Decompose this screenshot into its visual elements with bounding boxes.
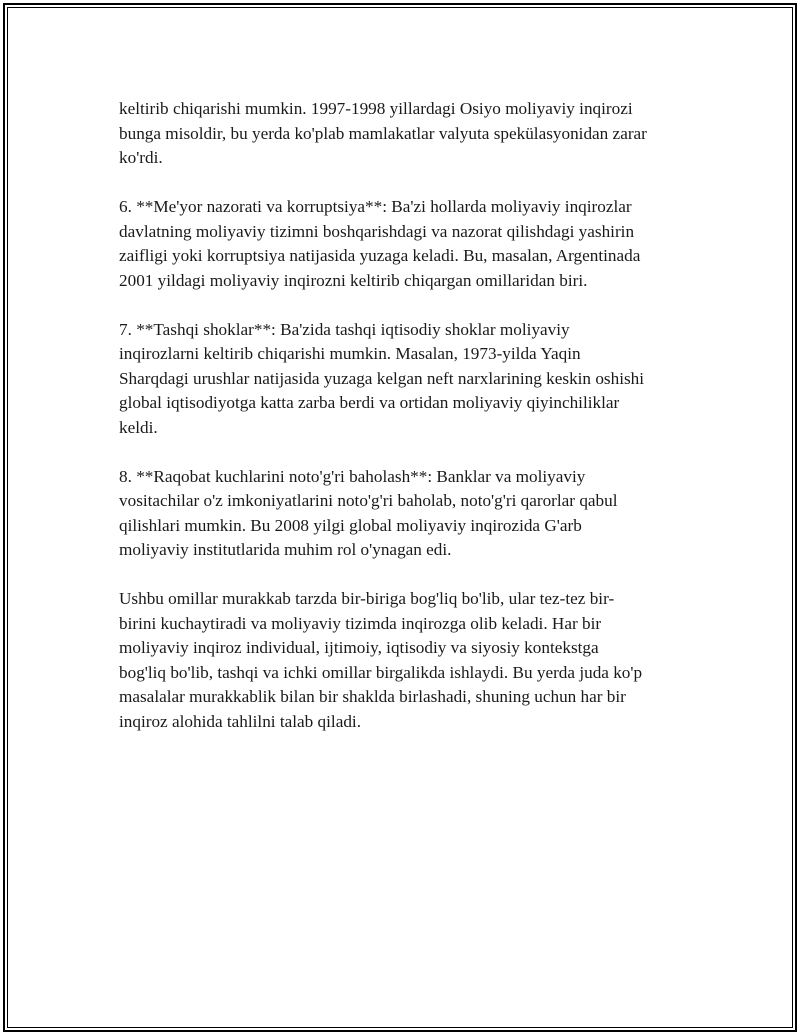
text-line: 7. **Tashqi shoklar**: Ba'zida tashqi iqtisodiy shoklar moliyaviy — [119, 319, 570, 339]
text-line: davlatning moliyaviy tizimni boshqarishdagi va nazorat qilishdagi yashirin — [119, 221, 635, 241]
text-line: inqirozlarni keltirib chiqarishi mumkin. Masalan, 1973-yilda Yaqin — [119, 344, 581, 363]
text-line: bog'liq bo'lib, tashqi va ichki omillar birgalikda ishlaydi. Bu yerda juda ko'p — [119, 662, 643, 682]
text-line: 2001 yildagi moliyaviy inqirozni keltirib chiqargan omillaridan biri. — [119, 270, 588, 290]
text-line: Sharqdagi urushlar natijasida yuzaga kelgan neft narxlarining keskin oshishi — [119, 368, 645, 388]
text-line: qilishlari mumkin. Bu 2008 yilgi global moliyaviy inqirozida G'arb — [119, 515, 582, 535]
text-line: keldi. — [119, 417, 158, 437]
text-line: bunga misoldir, bu yerda ko'plab mamlakatlar valyuta spekülasyonidan zarar — [119, 123, 647, 143]
text-line: 8. **Raqobat kuchlarini noto'g'ri baholash**: Banklar va moliyaviy — [119, 466, 586, 486]
text-line: vositachilar o'z imkoniyatlarini noto'g'ri baholab, noto'g'ri qarorlar qabul — [119, 491, 618, 510]
text-line: masalalar murakkablik bilan bir shaklda birlashadi, shuning uchun har bir — [119, 687, 626, 706]
paragraph-item-8 — [119, 465, 689, 563]
text-line: moliyaviy inqiroz individual, ijtimoiy, iqtisodiy va siyosiy kontekstga — [119, 638, 599, 657]
document-body — [119, 97, 689, 759]
text-line: global iqtisodiyotga katta zarba berdi va ortidan moliyaviy qiyinchiliklar — [119, 393, 620, 412]
paragraph-conclusion — [119, 587, 689, 734]
text-line: inqiroz alohida tahlilni talab qiladi. — [119, 711, 361, 731]
text-line: zaifligi yoki korruptsiya natijasida yuzaga keladi. Bu, masalan, Argentinada — [119, 246, 641, 265]
document-page — [3, 3, 797, 1032]
text-line: keltirib chiqarishi mumkin. 1997-1998 yillardagi Osiyo moliyaviy inqirozi — [119, 99, 633, 118]
text-line: ko'rdi. — [119, 148, 163, 167]
paragraph-continuation — [119, 97, 689, 171]
text-line: moliyaviy institutlarida muhim rol o'ynagan edi. — [119, 540, 452, 559]
paragraph-item-7 — [119, 318, 689, 441]
paragraph-item-6 — [119, 195, 689, 293]
text-line: Ushbu omillar murakkab tarzda bir-biriga bog'liq bo'lib, ular tez-tez bir- — [119, 589, 615, 608]
text-line: 6. **Me'yor nazorati va korruptsiya**: Ba'zi hollarda moliyaviy inqirozlar — [119, 197, 632, 216]
text-line: birini kuchaytiradi va moliyaviy tizimda inqirozga olib keladi. Har bir — [119, 613, 602, 633]
